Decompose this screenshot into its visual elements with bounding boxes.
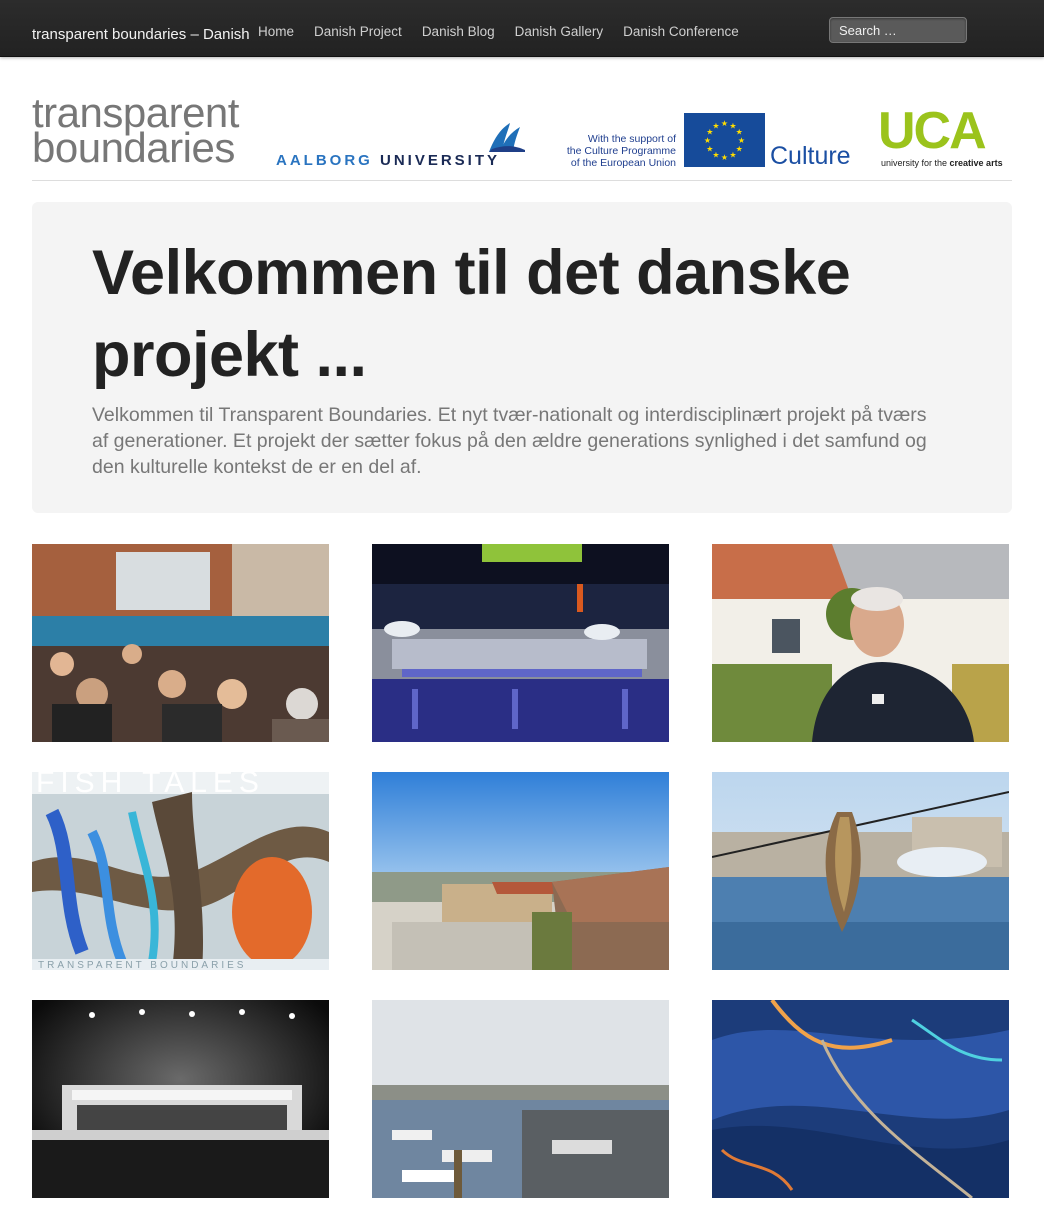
nav-danish-gallery[interactable]: Danish Gallery — [514, 24, 604, 39]
eu-star-icon: ★ — [735, 144, 743, 154]
gallery-photo-exhibition-crowd[interactable] — [32, 544, 329, 742]
eu-star-icon: ★ — [712, 150, 720, 160]
eu-star-icon: ★ — [737, 136, 746, 145]
main-menu — [248, 24, 749, 39]
culture-programme-label: Culture — [770, 142, 851, 170]
gallery-photo-fish-tales-poster[interactable] — [32, 772, 329, 970]
eu-star-icon: ★ — [720, 153, 729, 162]
gallery-photo-fishing-nets[interactable] — [712, 1000, 1009, 1198]
gallery-photo-drying-fish[interactable] — [712, 772, 1009, 970]
gallery-photo-harbour[interactable] — [372, 1000, 669, 1198]
nav-home[interactable]: Home — [258, 24, 295, 39]
nav-danish-blog[interactable]: Danish Blog — [421, 24, 495, 39]
gallery-photo-factory-hall[interactable] — [372, 544, 669, 742]
hero-title: Velkommen til det danske projekt ... — [92, 238, 851, 390]
eu-star-icon: ★ — [712, 121, 720, 131]
uca-logo: UCA university for the creative arts — [878, 102, 1003, 168]
site-brand-link[interactable]: transparent boundaries – Danish — [32, 26, 250, 43]
aau-wave-icon — [486, 119, 526, 153]
logo-line-2: boundaries — [32, 124, 235, 171]
aau-word-university: UNIVERSITY — [380, 152, 501, 169]
hero-unit — [32, 202, 1012, 513]
top-navbar — [0, 0, 1044, 57]
fish-tales-footer: TRANSPARENT BOUNDARIES — [38, 960, 247, 970]
eu-star-icon: ★ — [720, 119, 729, 128]
nav-danish-conference[interactable]: Danish Conference — [623, 24, 739, 39]
search-input[interactable] — [829, 17, 967, 43]
eu-star-icon: ★ — [735, 127, 743, 137]
gallery-photo-hilltop-village[interactable] — [372, 772, 669, 970]
fish-tales-title: FISH TALES — [36, 772, 265, 799]
aau-word-aalborg: AALBORG — [276, 152, 373, 169]
uca-mark: UCA — [878, 102, 985, 160]
gallery-photo-stage-choir[interactable] — [32, 1000, 329, 1198]
eu-star-icon: ★ — [729, 150, 737, 160]
nav-danish-project[interactable]: Danish Project — [314, 24, 402, 39]
site-logo[interactable] — [32, 89, 239, 171]
eu-flag-icon — [684, 113, 765, 167]
hero-lead: Velkommen til Transparent Boundaries. Et nyt tvær-nationalt og interdisciplinært projekt på tværs af generationer. Et projekt der sætter fokus på den ældre generations synlighed i det samfund og den kulturelle kontekst de er en del af. — [92, 404, 927, 478]
eu-star-icon: ★ — [703, 136, 712, 145]
aalborg-university-logo — [276, 119, 541, 171]
site-header — [32, 89, 1012, 181]
logo-line-1: transparent — [32, 89, 239, 136]
eu-star-icon: ★ — [706, 144, 714, 154]
eu-star-icon: ★ — [729, 121, 737, 131]
eu-support-text: With the support of the Culture Programme of the European Union — [566, 133, 676, 169]
eu-star-icon: ★ — [706, 127, 714, 137]
gallery-photo-elderly-man[interactable] — [712, 544, 1009, 742]
